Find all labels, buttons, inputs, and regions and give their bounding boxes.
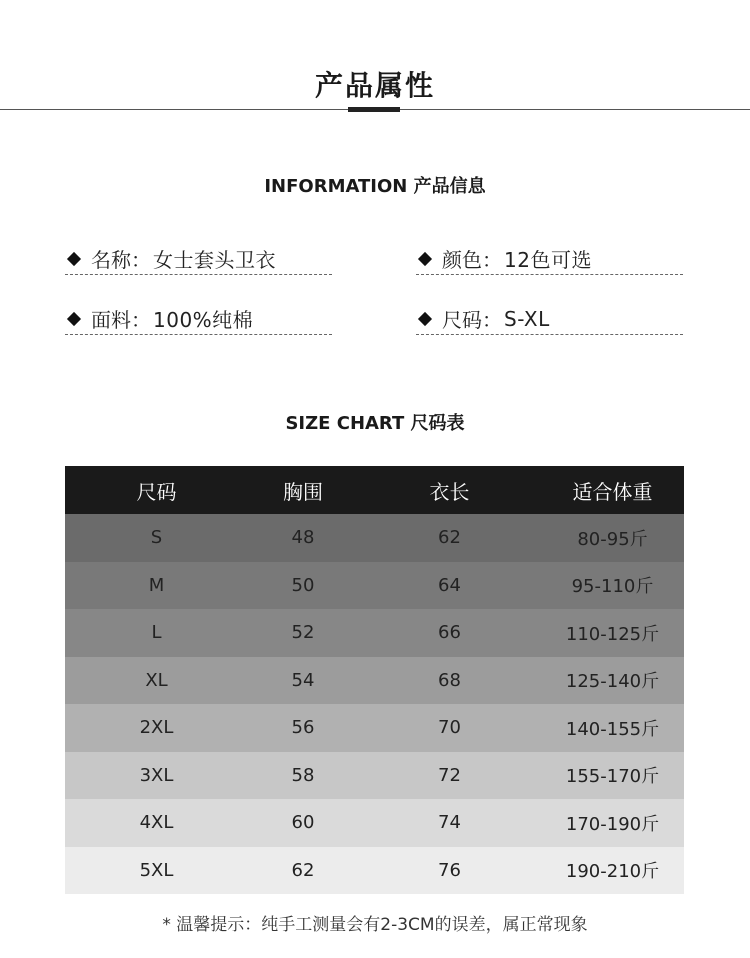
measurement-note: * 温馨提示：纯手工测量会有2-3CM的误差，属正常现象: [162, 915, 588, 935]
cell-size: M: [148, 574, 165, 596]
column-header-chest: 胸围: [248, 466, 358, 514]
cell-chest: 58: [291, 764, 315, 786]
info-item-color: [416, 243, 683, 275]
cell-chest: 52: [291, 622, 315, 644]
table-row: [65, 657, 684, 705]
cell-chest: 60: [291, 812, 315, 834]
table-row: [65, 514, 684, 562]
cell-weight: 190-210斤: [565, 861, 660, 883]
cell-chest: 50: [291, 574, 315, 596]
cell-chest: 56: [291, 717, 315, 739]
title-divider-accent: [348, 107, 400, 112]
size-chart-heading: SIZE CHART 尺码表: [285, 413, 465, 434]
cell-weight: 155-170斤: [565, 766, 660, 788]
page-title: 产品属性: [314, 69, 435, 102]
cell-chest: 54: [291, 669, 315, 691]
cell-size: 4XL: [139, 812, 174, 834]
cell-size: XL: [145, 669, 168, 691]
cell-length: 72: [438, 764, 461, 786]
column-header-length: 衣长: [358, 466, 541, 514]
table-header-row: [65, 466, 684, 514]
cell-length: 74: [438, 812, 461, 834]
diamond-bullet-icon: [418, 311, 432, 325]
cell-length: 76: [438, 859, 461, 881]
information-heading: INFORMATION 产品信息: [264, 176, 486, 197]
cell-weight: 80-95斤: [577, 528, 648, 550]
diamond-bullet-icon: [67, 311, 81, 325]
info-item-name: [65, 243, 332, 275]
cell-weight: 110-125斤: [565, 623, 660, 645]
cell-length: 70: [438, 717, 461, 739]
cell-length: 64: [438, 574, 461, 596]
cell-length: 66: [438, 622, 461, 644]
cell-chest: 48: [291, 527, 315, 549]
table-row: [65, 562, 684, 610]
info-value: 女士套头卫衣: [153, 248, 276, 272]
info-label: 尺码：: [442, 308, 502, 332]
size-chart-table: [65, 466, 684, 894]
table-row: [65, 752, 684, 800]
cell-weight: 95-110斤: [571, 576, 654, 598]
cell-size: S: [150, 527, 163, 549]
info-value: 100%纯棉: [153, 308, 254, 332]
cell-length: 62: [438, 527, 461, 549]
table-row: [65, 609, 684, 657]
cell-size: 5XL: [139, 859, 174, 881]
diamond-bullet-icon: [418, 251, 432, 265]
diamond-bullet-icon: [67, 251, 81, 265]
cell-size: 3XL: [139, 764, 174, 786]
column-header-weight: 适合体重: [541, 466, 684, 514]
info-value: 12色可选: [504, 248, 592, 272]
cell-weight: 140-155斤: [565, 718, 660, 740]
cell-size: L: [151, 622, 162, 644]
column-header-size: 尺码: [65, 466, 248, 514]
table-row: [65, 799, 684, 847]
table-row: [65, 847, 684, 895]
cell-chest: 62: [291, 859, 315, 881]
cell-weight: 125-140斤: [565, 671, 660, 693]
cell-size: 2XL: [139, 717, 174, 739]
info-label: 颜色：: [442, 248, 502, 272]
info-item-size: [416, 303, 683, 335]
cell-length: 68: [438, 669, 461, 691]
info-value: S-XL: [504, 306, 550, 331]
cell-weight: 170-190斤: [565, 813, 660, 835]
info-label: 名称：: [91, 248, 151, 272]
info-label: 面料：: [91, 308, 151, 332]
info-item-fabric: [65, 303, 332, 335]
table-row: [65, 704, 684, 752]
